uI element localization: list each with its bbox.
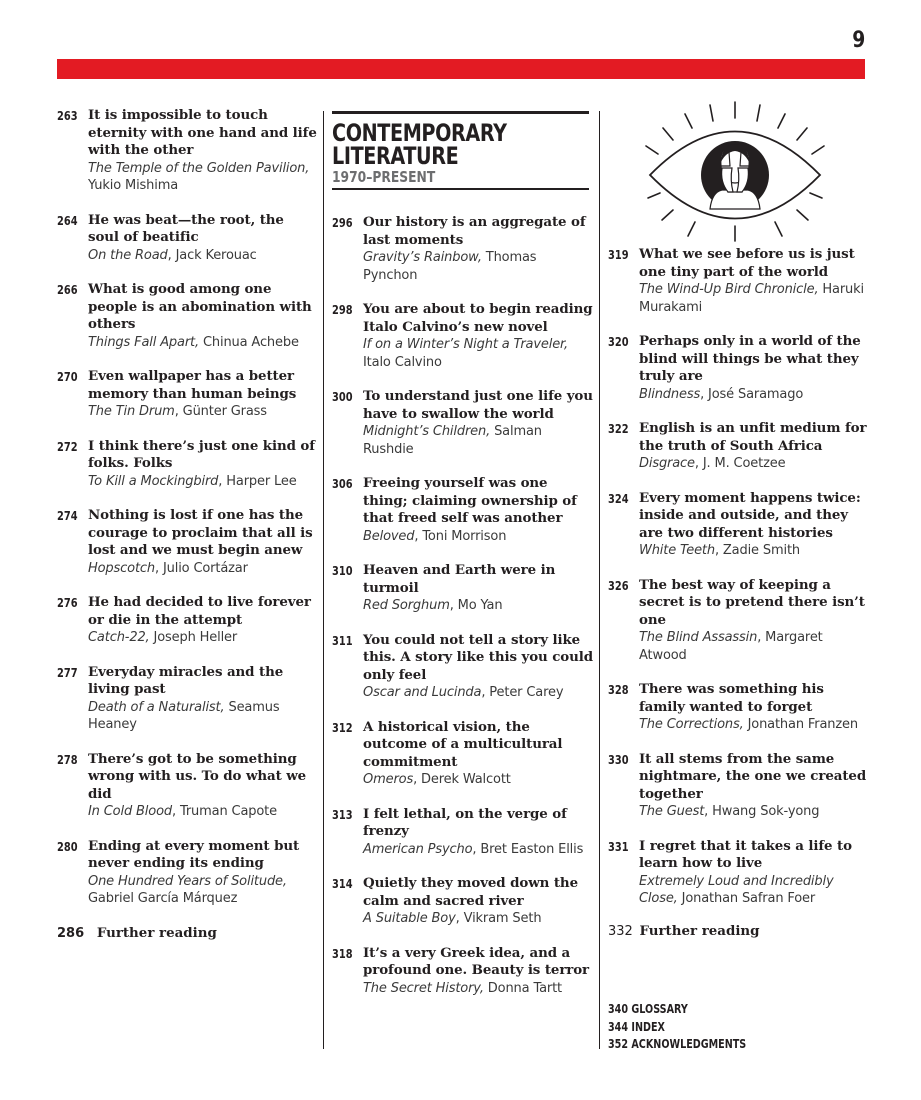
entry-title: English is an unfit medium for the truth of South Africa [639, 420, 867, 454]
entry-page-number: 330 [608, 752, 629, 767]
entry-source [639, 716, 868, 734]
entry-source [363, 423, 594, 458]
entry-title: I regret that it takes a life to learn how to live [639, 837, 852, 871]
acknowledgments-link[interactable]: 352 ACKNOWLEDGMENTS [608, 1037, 747, 1051]
entry-page-number: 324 [608, 491, 629, 506]
entry-work-title: On the Road [88, 247, 168, 263]
entry-title: You could not tell a story like this. A story like this you could only feel [363, 631, 593, 683]
entry-page-number: 314 [332, 877, 353, 891]
entry-work-title: If on a Winter’s Night a Traveler, [363, 337, 569, 352]
entry-author: Joseph Heller [153, 630, 238, 645]
entry-page-number: 319 [608, 248, 629, 262]
entry-title: Quietly they moved down the calm and sacred river [363, 875, 578, 909]
entry-work-title: Catch-22, [88, 630, 150, 645]
toc-entry-list [57, 107, 319, 908]
index-link[interactable]: 344 INDEX [608, 1019, 665, 1034]
entry-author: , Julio Cortázar [155, 560, 248, 576]
entry-source [363, 597, 594, 615]
entry-page-number: 280 [57, 839, 78, 854]
entry-author: Salman Rushdie [363, 424, 542, 457]
entry-source [363, 684, 594, 702]
entry-work-title: Midnight’s Children, [363, 424, 491, 439]
entry-title: You are about to begin reading Italo Calvino’s new novel [363, 301, 593, 335]
entry-author: , José Saramago [700, 386, 804, 402]
column-divider [323, 111, 324, 1049]
toc-column-3 [608, 246, 868, 940]
toc-entry-list [332, 214, 594, 997]
entry-work-title: The Guest [639, 804, 705, 819]
entry-page-number: 312 [332, 720, 353, 735]
entry-author: , Peter Carey [481, 685, 564, 700]
entry-title: Even wallpaper has a better memory than human beings [88, 368, 297, 402]
further-reading-label: Further reading [96, 924, 217, 941]
toc-entry[interactable] [608, 751, 868, 821]
entry-page-number: 274 [57, 509, 78, 523]
toc-entry[interactable] [332, 945, 594, 998]
entry-author: , Jack Kerouac [167, 247, 257, 263]
entry-source [88, 699, 319, 734]
entry-author: Seamus Heaney [88, 699, 280, 732]
further-reading-label: Further reading [639, 922, 760, 939]
entry-source [639, 386, 868, 404]
toc-entry[interactable] [332, 562, 594, 615]
entry-title: Ending at every moment but never ending its ending [88, 837, 300, 871]
entry-author: , Margaret Atwood [639, 630, 823, 663]
toc-entry[interactable] [57, 281, 319, 351]
entry-title: Perhaps only in a world of the blind will things be what they truly are [639, 333, 861, 384]
toc-entry[interactable] [57, 594, 319, 647]
entry-work-title: Death of a Naturalist, [88, 699, 225, 715]
entry-work-title: The Secret History, [363, 980, 484, 996]
entry-title: Freeing yourself was one thing; claiming ownership of that freed self was another [363, 475, 577, 526]
toc-entry[interactable] [57, 838, 319, 908]
section-title-line1: CONTEMPORARY [332, 119, 507, 147]
entry-author: Thomas Pynchon [363, 250, 537, 283]
entry-page-number: 306 [332, 477, 353, 491]
eye-with-hands-over-face-icon [640, 100, 830, 242]
entry-source [639, 542, 868, 560]
entry-work-title: In Cold Blood [88, 804, 172, 819]
entry-author: , Bret Easton Ellis [472, 841, 584, 857]
entry-author: , Harper Lee [218, 473, 297, 489]
entry-page-number: 298 [332, 303, 353, 317]
toc-entry[interactable] [332, 214, 594, 284]
entry-source [639, 803, 868, 821]
toc-entry[interactable] [608, 838, 868, 908]
toc-entry[interactable] [332, 632, 594, 702]
toc-entry[interactable] [57, 507, 319, 577]
entry-title: Heaven and Earth were in turmoil [363, 562, 556, 596]
entry-author: Jonathan Safran Foer [681, 891, 816, 906]
entry-source [639, 281, 868, 316]
entry-page-number: 276 [57, 596, 78, 610]
entry-work-title: Oscar and Lucinda [363, 685, 482, 700]
entry-source [363, 841, 594, 859]
entry-page-number: 331 [608, 839, 629, 854]
entry-source [88, 334, 319, 352]
entry-page-number: 326 [608, 578, 629, 593]
entry-work-title: Omeros [363, 772, 414, 787]
entry-work-title: The Corrections, [639, 717, 744, 732]
toc-entry[interactable] [57, 438, 319, 491]
section-header [332, 111, 589, 190]
entry-page-number: 313 [332, 807, 353, 822]
column-divider [599, 111, 600, 1049]
entry-source [639, 629, 868, 664]
toc-entry[interactable] [332, 475, 594, 545]
entry-title: What is good among one people is an abomination with others [88, 281, 312, 332]
toc-column-1 [57, 107, 319, 942]
entry-title: It’s a very Greek idea, and a profound one. Beauty is terror [363, 944, 590, 978]
toc-entry[interactable] [608, 681, 868, 734]
entry-page-number: 264 [57, 213, 78, 228]
entry-source [363, 910, 594, 928]
entry-source [88, 403, 319, 421]
entry-work-title: White Teeth [639, 543, 715, 558]
entry-source [363, 249, 594, 284]
entry-author: Haruki Murakami [639, 282, 864, 315]
entry-title: There’s got to be something wrong with us. To do what we did [88, 750, 307, 802]
entry-work-title: Hopscotch [88, 560, 155, 576]
toc-entry[interactable] [332, 719, 594, 789]
glossary-link[interactable]: 340 GLOSSARY [608, 1002, 688, 1016]
entry-source [88, 560, 319, 578]
entry-title: A historical vision, the outcome of a multicultural commitment [363, 718, 563, 770]
entry-work-title: Extremely Loud and Incredibly Close, [639, 873, 834, 906]
entry-title: It is impossible to touch eternity with one hand and life with the other [88, 107, 317, 158]
entry-title: Everyday miracles and the living past [88, 663, 284, 697]
entry-source [363, 528, 594, 546]
entry-author: , Toni Morrison [414, 528, 507, 544]
entry-work-title: The Tin Drum [88, 404, 175, 419]
entry-page-number: 310 [332, 564, 353, 578]
entry-author: , J. M. Coetzee [694, 456, 786, 471]
back-matter-list [608, 1001, 781, 1054]
entry-work-title: A Suitable Boy [363, 911, 456, 926]
entry-author: , Vikram Seth [455, 911, 542, 926]
entry-author: , Mo Yan [449, 598, 503, 613]
toc-entry[interactable] [57, 107, 319, 195]
toc-entry[interactable] [57, 751, 319, 821]
entry-source [363, 771, 594, 789]
entry-source [363, 336, 594, 371]
entry-title: What we see before us is just one tiny part of the world [639, 246, 855, 280]
entry-source [88, 873, 319, 908]
entry-source [88, 473, 319, 491]
entry-author: Yukio Mishima [88, 178, 179, 193]
entry-page-number: 296 [332, 216, 353, 230]
entry-author: , Derek Walcott [413, 772, 511, 787]
entry-page-number: 320 [608, 335, 629, 349]
entry-work-title: To Kill a Mockingbird [88, 473, 219, 489]
entry-author: Italo Calvino [363, 354, 442, 370]
entry-page-number: 328 [608, 683, 629, 697]
toc-entry[interactable] [608, 333, 868, 403]
entry-author: Donna Tartt [487, 980, 562, 996]
toc-entry[interactable] [608, 577, 868, 665]
entry-title: I felt lethal, on the verge of frenzy [363, 805, 567, 839]
toc-entry[interactable] [332, 301, 594, 371]
entry-author: , Zadie Smith [714, 543, 800, 558]
header-red-bar [57, 59, 865, 79]
toc-entry[interactable] [57, 664, 319, 734]
toc-entry[interactable] [57, 212, 319, 265]
further-reading-page: 286 [57, 925, 85, 941]
entry-page-number: 322 [608, 422, 629, 436]
entry-page-number: 263 [57, 109, 78, 123]
entry-author: Gabriel García Márquez [88, 891, 238, 906]
entry-source [88, 803, 319, 821]
toc-entry-list [608, 246, 868, 908]
entry-source [88, 160, 319, 195]
entry-title: Every moment happens twice: inside and outside, and they are two different histories [639, 489, 861, 541]
entry-title: He had decided to live forever or die in the attempt [88, 594, 311, 628]
entry-page-number: 277 [57, 665, 78, 680]
toc-entry[interactable] [57, 368, 319, 421]
entry-work-title: Blindness [639, 386, 701, 402]
entry-page-number: 272 [57, 439, 78, 454]
entry-page-number: 300 [332, 390, 353, 404]
entry-work-title: Gravity’s Rainbow, [363, 250, 482, 265]
entry-work-title: Disgrace [639, 456, 695, 471]
toc-entry[interactable] [332, 388, 594, 458]
entry-work-title: The Temple of the Golden Pavilion, [88, 160, 310, 176]
toc-entry[interactable] [608, 490, 868, 560]
entry-work-title: One Hundred Years of Solitude, [88, 873, 287, 889]
entry-page-number: 266 [57, 283, 78, 297]
toc-entry[interactable] [608, 246, 868, 316]
entry-page-number: 278 [57, 752, 78, 767]
toc-column-2 [332, 107, 594, 1014]
entry-work-title: Beloved [363, 528, 415, 544]
further-reading-page: 332 [608, 923, 633, 939]
entry-page-number: 311 [332, 633, 353, 648]
entry-source [88, 247, 319, 265]
further-reading-link[interactable] [608, 923, 868, 941]
entry-source [363, 980, 594, 998]
toc-entry[interactable] [332, 806, 594, 859]
entry-source [639, 455, 868, 473]
entry-work-title: Things Fall Apart, [88, 334, 199, 350]
further-reading-link[interactable] [57, 925, 319, 943]
entry-page-number: 270 [57, 370, 78, 384]
entry-page-number: 318 [332, 946, 353, 961]
entry-work-title: The Blind Assassin [639, 630, 758, 645]
section-dates: 1970–PRESENT [332, 168, 436, 186]
entry-title: It all stems from the same nightmare, the one we created together [639, 750, 867, 802]
entry-author: , Truman Capote [171, 804, 277, 819]
entry-title: The best way of keeping a secret is to pretend there isn’t one [639, 576, 865, 628]
entry-work-title: The Wind-Up Bird Chronicle, [639, 282, 819, 297]
entry-title: I think there’s just one kind of folks. Folks [88, 437, 315, 471]
toc-entry[interactable] [608, 420, 868, 473]
entry-work-title: American Psycho [363, 841, 473, 857]
entry-source [88, 629, 319, 647]
entry-title: Our history is an aggregate of last moments [363, 214, 586, 248]
entry-title: He was beat—the root, the soul of beatific [88, 211, 284, 245]
entry-author: , Günter Grass [174, 404, 267, 419]
entry-title: To understand just one life you have to swallow the world [363, 388, 593, 422]
section-title-line2: LITERATURE [332, 142, 459, 170]
toc-entry[interactable] [332, 875, 594, 928]
entry-author: Jonathan Franzen [747, 717, 858, 732]
entry-source [639, 873, 868, 908]
entry-title: Nothing is lost if one has the courage to proclaim that all is lost and we must begin anew [88, 507, 313, 558]
entry-work-title: Red Sorghum [363, 598, 450, 613]
entry-title: There was something his family wanted to forget [639, 681, 824, 715]
page-number: 9 [851, 28, 865, 53]
entry-author: Chinua Achebe [202, 334, 299, 350]
entry-author: , Hwang Sok-yong [704, 804, 820, 819]
